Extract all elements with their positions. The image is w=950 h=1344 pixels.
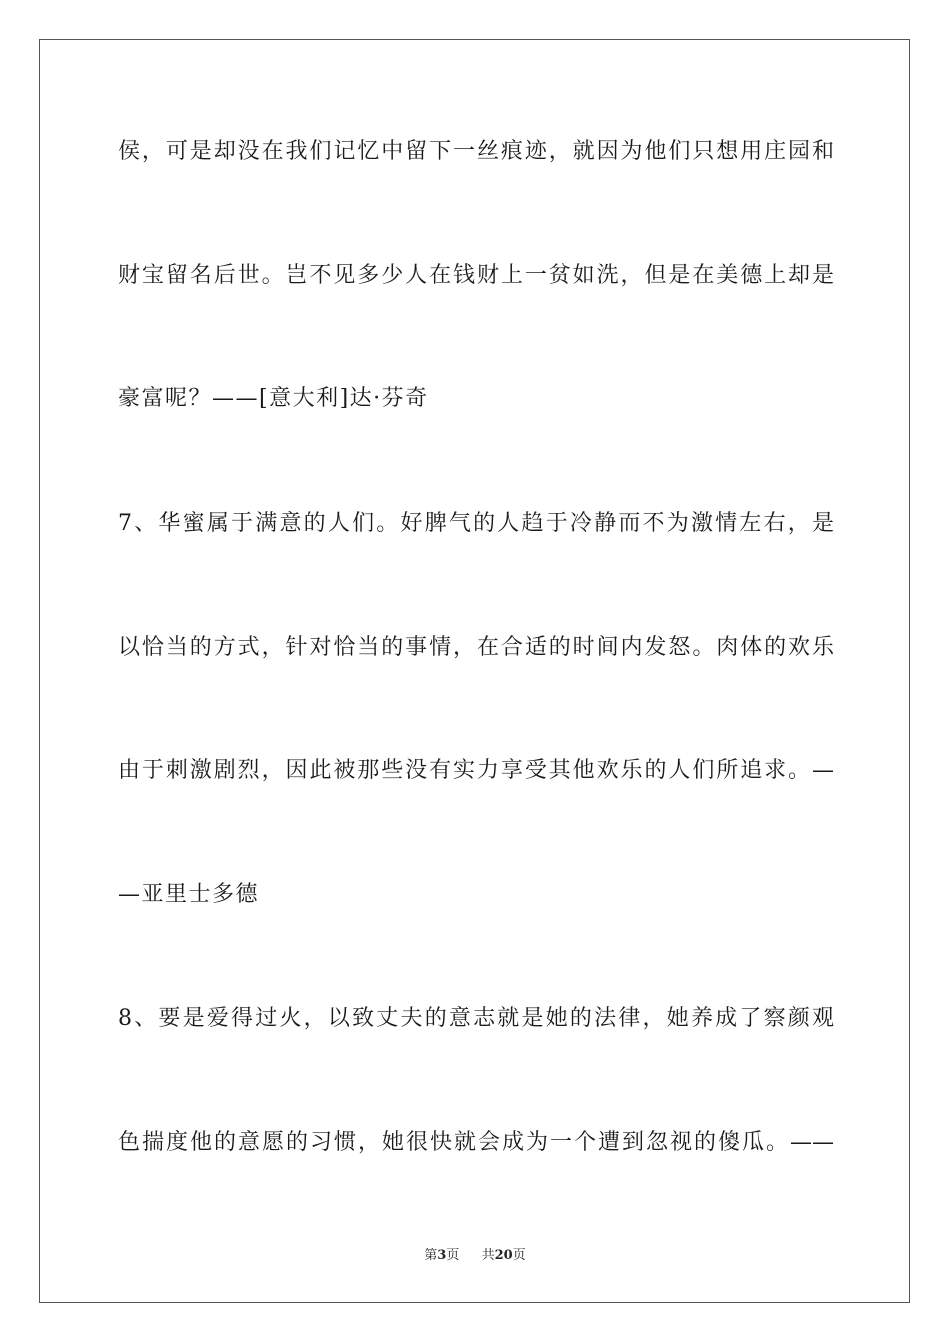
text-line-4: 7、华蜜属于满意的人们。好脾气的人趋于冷静而不为激情左右，是 — [118, 511, 834, 536]
page-suffix: 页 — [446, 1248, 460, 1263]
text-line-2: 财宝留名后世。岂不见多少人在钱财上一贫如洗，但是在美德上却是 — [118, 263, 834, 288]
total-suffix: 页 — [512, 1248, 526, 1263]
total-pages: 20 — [494, 1248, 513, 1263]
text-line-7: —亚里士多德 — [118, 882, 260, 907]
page-prefix: 第 — [424, 1248, 438, 1263]
text-line-8: 8、要是爱得过火，以致丈夫的意志就是她的法律，她养成了察颜观 — [118, 1006, 834, 1031]
page-number: 3 — [437, 1248, 447, 1263]
text-line-1: 侯，可是却没在我们记忆中留下一丝痕迹，就因为他们只想用庄园和 — [118, 139, 834, 164]
page-footer — [0, 1247, 950, 1265]
text-line-9: 色揣度他的意愿的习惯，她很快就会成为一个遭到忽视的傻瓜。—— — [118, 1130, 834, 1155]
text-line-6: 由于刺激剧烈，因此被那些没有实力享受其他欢乐的人们所追求。— — [118, 758, 834, 783]
text-line-3: 豪富呢？——[意大利]达·芬奇 — [118, 386, 429, 411]
text-line-5: 以恰当的方式，针对恰当的事情，在合适的时间内发怒。肉体的欢乐 — [118, 635, 834, 660]
page-border — [39, 39, 910, 1303]
total-prefix: 共 — [481, 1248, 495, 1263]
